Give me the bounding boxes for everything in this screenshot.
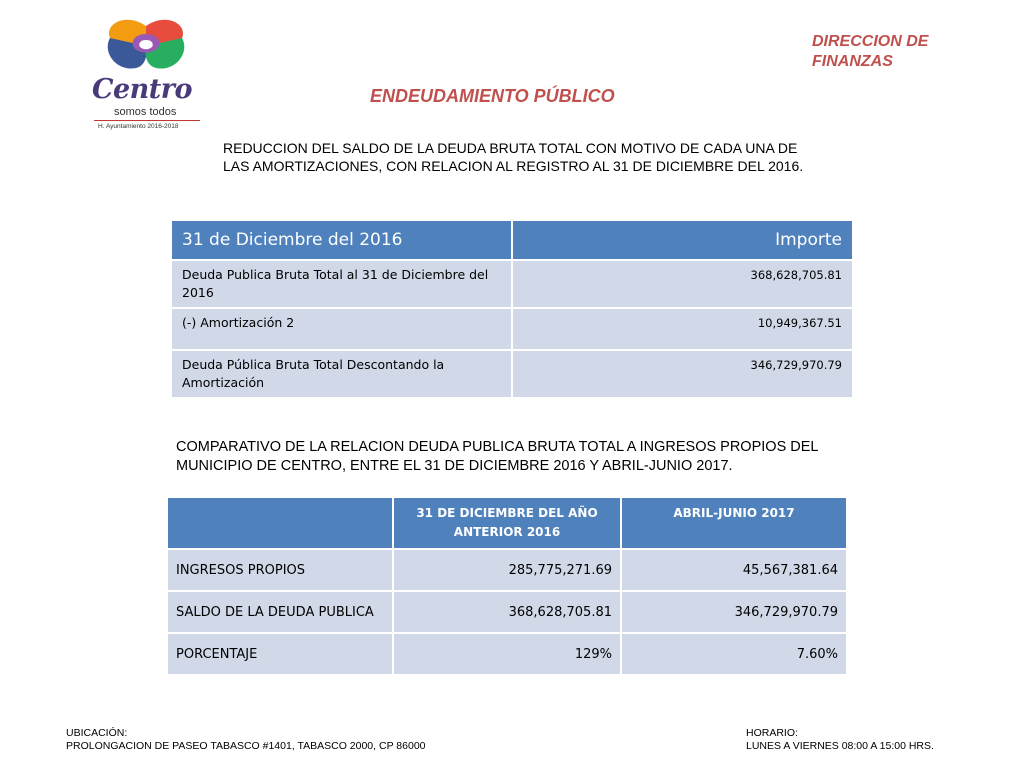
- row-label: Deuda Pública Bruta Total Descontando la Amortización: [171, 350, 512, 398]
- column-header-2017: ABRIL-JUNIO 2017: [621, 497, 847, 549]
- row-value-2017: 45,567,381.64: [621, 549, 847, 591]
- table-row: [171, 260, 853, 308]
- row-label: Deuda Publica Bruta Total al 31 de Diciembre del 2016: [171, 260, 512, 308]
- table-header-row: [171, 220, 853, 260]
- column-header-amount: Importe: [512, 220, 853, 260]
- row-label: INGRESOS PROPIOS: [167, 549, 393, 591]
- footer-location: [66, 727, 426, 753]
- location-label: UBICACIÓN:: [66, 727, 128, 739]
- row-label: SALDO DE LA DEUDA PUBLICA: [167, 591, 393, 633]
- row-value: 346,729,970.79: [512, 350, 853, 398]
- row-value: 10,949,367.51: [512, 308, 853, 350]
- section1-description: REDUCCION DEL SALDO DE LA DEUDA BRUTA TOTAL CON MOTIVO DE CADA UNA DE LAS AMORTIZACIONES, CON RELACION AL REGISTRO AL 31 DE DICIEMBRE DEL 2016.: [223, 140, 804, 174]
- department-name: DIRECCION DE FINANZAS: [812, 33, 929, 70]
- logo-emblem-icon: [96, 16, 196, 78]
- row-value-2016: 368,628,705.81: [393, 591, 621, 633]
- table-row: [167, 633, 847, 675]
- table-row: [171, 308, 853, 350]
- row-label: (-) Amortización 2: [171, 308, 512, 350]
- row-value-2017: 346,729,970.79: [621, 591, 847, 633]
- row-value-2016: 285,775,271.69: [393, 549, 621, 591]
- logo: [88, 16, 206, 130]
- footer-hours: [746, 727, 934, 753]
- logo-subtitle: somos todos: [114, 106, 177, 118]
- row-value: 368,628,705.81: [512, 260, 853, 308]
- table-row: [167, 549, 847, 591]
- comparison-table: [166, 496, 848, 676]
- column-header-empty: [167, 497, 393, 549]
- row-value-2017: 7.60%: [621, 633, 847, 675]
- table-header-row: [167, 497, 847, 549]
- amortization-table: [170, 219, 854, 399]
- column-header-2016: 31 DE DICIEMBRE DEL AÑO ANTERIOR 2016: [393, 497, 621, 549]
- logo-divider: [94, 120, 200, 121]
- column-header-date: 31 de Diciembre del 2016: [171, 220, 512, 260]
- page-title: ENDEUDAMIENTO PÚBLICO: [370, 86, 615, 106]
- table-row: [171, 350, 853, 398]
- logo-wordmark: Centro: [92, 74, 193, 105]
- row-label: PORCENTAJE: [167, 633, 393, 675]
- location-address: PROLONGACION DE PASEO TABASCO #1401, TABASCO 2000, CP 86000: [66, 740, 426, 752]
- hours-value: LUNES A VIERNES 08:00 A 15:00 HRS.: [746, 740, 934, 752]
- table-row: [167, 591, 847, 633]
- row-value-2016: 129%: [393, 633, 621, 675]
- hours-label: HORARIO:: [746, 727, 798, 739]
- logo-small-text: H. Ayuntamiento 2016-2018: [98, 123, 179, 130]
- section2-description: COMPARATIVO DE LA RELACION DEUDA PUBLICA BRUTA TOTAL A INGRESOS PROPIOS DEL MUNICIPIO DE CENTRO, ENTRE EL 31 DE DICIEMBRE 2016 Y ABRIL-JUNIO 2017.: [176, 439, 818, 474]
